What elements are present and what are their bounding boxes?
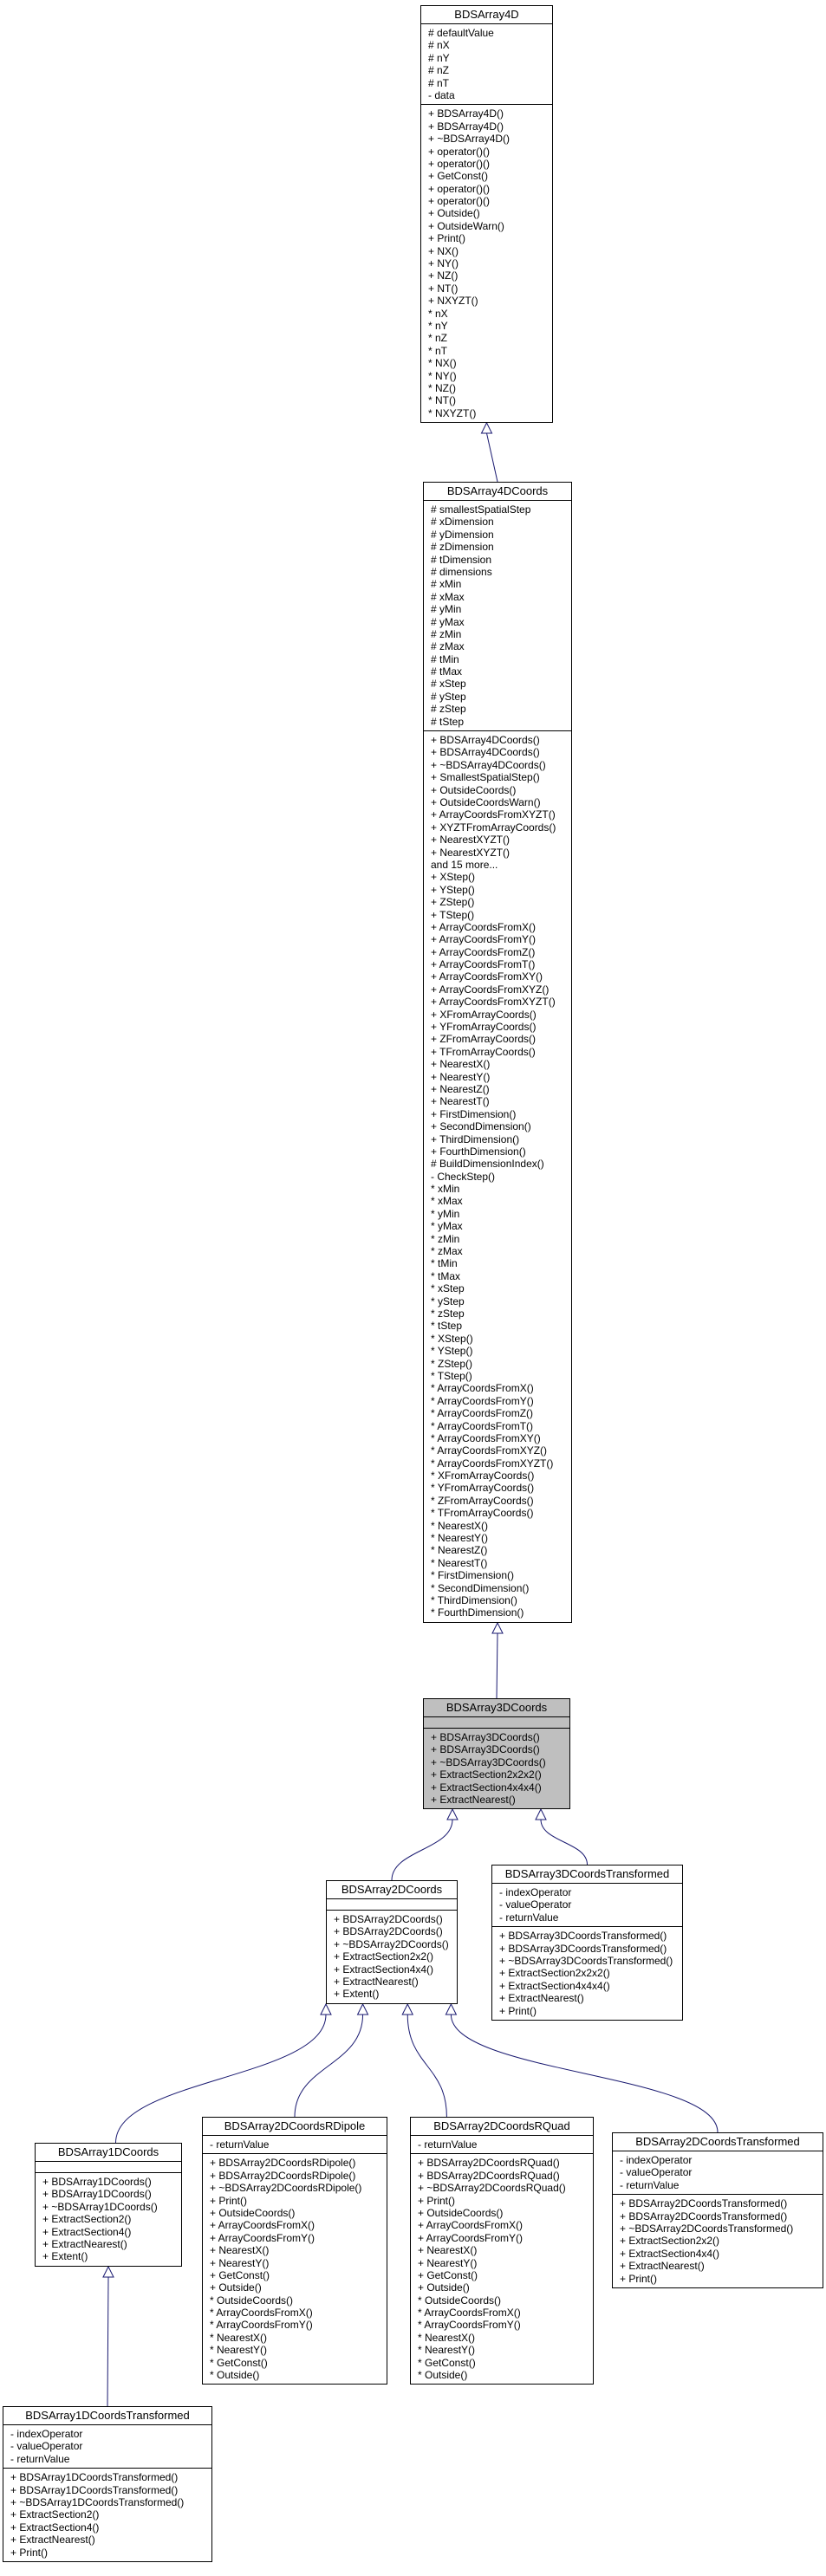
class-attribute[interactable]: # yStep [431, 690, 466, 703]
class-operation[interactable]: + ArrayCoordsFromT() [431, 958, 536, 971]
class-operation[interactable]: * ThirdDimension() [431, 1593, 517, 1606]
class-operation[interactable]: * ArrayCoordsFromZ() [431, 1407, 534, 1420]
inheritance-edge [487, 433, 498, 482]
class-bdsarray2dcoordsrquad[interactable] [410, 2117, 594, 2385]
class-operation[interactable]: + ArrayCoordsFromY() [210, 2231, 315, 2244]
class-operation[interactable]: and 15 more... [431, 858, 498, 871]
class-operation[interactable]: + FourthDimension() [431, 1145, 526, 1158]
class-operation[interactable]: + NZ() [428, 269, 459, 282]
class-title: BDSArray1DCoords [36, 2144, 181, 2162]
class-operation[interactable]: * NearestX() [431, 1519, 489, 1532]
class-attribute[interactable]: - valueOperator [620, 2166, 693, 2179]
class-operation[interactable]: * NearestZ() [431, 1544, 488, 1557]
class-operation[interactable]: * SecondDimension() [431, 1581, 530, 1594]
class-operation[interactable]: + BDSArray1DCoords() [42, 2176, 152, 2188]
inheritance-edge [107, 2277, 108, 2406]
class-operation[interactable]: * GetConst() [418, 2356, 476, 2369]
class-operation[interactable]: + ArrayCoordsFromXYZ() [431, 983, 550, 996]
class-attribute[interactable]: - indexOperator [10, 2428, 83, 2440]
class-operation[interactable]: + ExtractNearest() [499, 1992, 584, 2005]
class-operation[interactable]: + ArrayCoordsFromX() [210, 2219, 315, 2232]
inheritance-arrowhead [103, 2267, 114, 2277]
class-operation[interactable]: + ~BDSArray4D() [428, 133, 511, 146]
class-operation[interactable]: + ~BDSArray1DCoordsTransformed() [10, 2495, 185, 2508]
class-operation[interactable]: * yMin [431, 1207, 460, 1220]
attributes-section [203, 2136, 387, 2154]
class-operation[interactable]: + NXYZT() [428, 295, 478, 308]
inheritance-edge [295, 2015, 363, 2117]
class-operation[interactable]: * ArrayCoordsFromT() [431, 1419, 534, 1432]
class-operation[interactable]: + OutsideWarn() [428, 219, 504, 232]
class-operation[interactable]: + ExtractSection4x4() [334, 1963, 434, 1976]
class-operation[interactable]: - CheckStep() [431, 1170, 496, 1183]
class-operation[interactable]: + ~BDSArray4DCoords() [431, 758, 546, 771]
class-operation[interactable]: + SmallestSpatialStep() [431, 771, 540, 784]
class-operation[interactable]: + Outside() [418, 2281, 470, 2294]
class-operation[interactable]: + ExtractNearest() [42, 2237, 127, 2250]
class-attribute[interactable]: # zMax [431, 640, 465, 653]
class-operation[interactable]: + Print() [499, 2004, 537, 2017]
class-operation[interactable]: * ArrayCoordsFromY() [418, 2319, 521, 2332]
inheritance-arrowhead [536, 1809, 546, 1820]
class-operation[interactable]: + Print() [428, 232, 466, 245]
inheritance-edge [497, 1633, 498, 1698]
class-operation[interactable]: * NT() [428, 394, 456, 407]
class-operation[interactable]: * nX [428, 307, 448, 320]
class-operation[interactable]: + Print() [210, 2194, 248, 2207]
class-attribute[interactable]: # xStep [431, 678, 466, 691]
class-operation[interactable]: + Extent() [42, 2250, 88, 2263]
class-operation[interactable]: + YFromArrayCoords() [431, 1021, 537, 1034]
class-operation[interactable]: + ArrayCoordsFromX() [418, 2219, 524, 2232]
class-operation[interactable]: + NearestX() [431, 1058, 491, 1071]
inheritance-edge [392, 1820, 452, 1880]
class-operation[interactable]: * ArrayCoordsFromX() [418, 2307, 521, 2320]
class-operation[interactable]: + TFromArrayCoords() [431, 1045, 536, 1058]
class-title: BDSArray1DCoordsTransformed [3, 2407, 211, 2425]
class-operation[interactable]: + OutsideCoords() [210, 2206, 296, 2219]
class-bdsarray2dcoordsrdipole[interactable] [202, 2117, 387, 2385]
class-attribute[interactable]: - indexOperator [499, 1886, 572, 1898]
inheritance-arrowhead [446, 2004, 456, 2015]
class-bdsarray4d[interactable] [420, 5, 553, 423]
class-operation[interactable]: + YStep() [431, 883, 475, 896]
class-operation[interactable]: + NY() [428, 257, 459, 270]
class-operation[interactable]: + BDSArray3DCoordsTransformed() [499, 1930, 667, 1943]
operations-section [411, 2154, 593, 2384]
class-operation[interactable]: + BDSArray3DCoords() [431, 1731, 540, 1743]
class-operation[interactable]: + BDSArray2DCoordsRDipole() [210, 2157, 356, 2170]
inheritance-arrowhead [492, 1623, 503, 1633]
class-operation[interactable]: + OutsideCoordsWarn() [431, 795, 541, 808]
class-operation[interactable]: + BDSArray2DCoordsRQuad() [418, 2169, 560, 2182]
class-attribute[interactable]: - returnValue [10, 2452, 70, 2465]
class-operation[interactable]: + NearestXYZT() [431, 834, 511, 847]
class-attribute[interactable]: - returnValue [210, 2138, 270, 2151]
class-attribute[interactable]: # tDimension [431, 553, 492, 566]
class-attribute[interactable]: # xMin [431, 578, 462, 591]
class-operation[interactable]: * nZ [428, 332, 448, 345]
class-operation[interactable]: + ExtractSection4x4() [620, 2247, 720, 2260]
inheritance-arrowhead [482, 423, 492, 433]
class-operation[interactable]: + ExtractSection2() [10, 2508, 100, 2521]
class-attribute[interactable]: # nZ [428, 64, 450, 77]
class-attribute[interactable]: # xMax [431, 590, 465, 603]
class-operation[interactable]: + BDSArray1DCoords() [42, 2188, 152, 2201]
class-operation[interactable]: * ArrayCoordsFromY() [431, 1394, 534, 1407]
operations-section [3, 2469, 211, 2561]
class-attribute[interactable]: # defaultValue [428, 27, 494, 39]
class-attribute[interactable]: # tMin [431, 652, 459, 665]
class-operation[interactable]: * NearestY() [210, 2344, 268, 2357]
class-operation[interactable]: * yMax [431, 1220, 463, 1233]
class-title: BDSArray3DCoords [424, 1699, 569, 1717]
class-operation[interactable]: # BuildDimensionIndex() [431, 1158, 544, 1171]
class-operation[interactable]: + ExtractSection2() [42, 2213, 132, 2226]
class-operation[interactable]: + operator()() [428, 195, 491, 208]
class-operation[interactable]: + NearestY() [418, 2256, 478, 2269]
class-operation[interactable]: + ExtractSection2x2x2() [431, 1768, 542, 1781]
class-operation[interactable]: + ArrayCoordsFromXYZT() [431, 808, 556, 821]
inheritance-arrowhead [321, 2004, 331, 2015]
class-attribute[interactable]: # zStep [431, 703, 466, 716]
class-operation[interactable]: * nT [428, 344, 448, 357]
class-operation[interactable]: + ExtractNearest() [431, 1793, 516, 1806]
class-attribute[interactable]: # nT [428, 76, 450, 89]
class-operation[interactable]: + ~BDSArray3DCoordsTransformed() [499, 1954, 673, 1967]
attributes-section [492, 1884, 682, 1927]
class-operation[interactable]: + NearestZ() [431, 1082, 490, 1095]
class-title: BDSArray4DCoords [424, 483, 571, 501]
class-operation[interactable]: + GetConst() [418, 2268, 478, 2281]
inheritance-arrowhead [447, 1809, 458, 1820]
class-title: BDSArray4D [421, 6, 552, 24]
class-operation[interactable]: + SecondDimension() [431, 1120, 531, 1133]
class-operation[interactable]: * tMax [431, 1269, 461, 1282]
class-operation[interactable]: + BDSArray2DCoordsRQuad() [418, 2157, 560, 2170]
class-operation[interactable]: + ExtractNearest() [620, 2260, 705, 2273]
class-operation[interactable]: + ~BDSArray2DCoords() [334, 1937, 449, 1950]
class-operation[interactable]: + BDSArray2DCoords() [334, 1925, 443, 1938]
class-bdsarray2dcoordstransformed[interactable] [612, 2132, 823, 2288]
class-attribute[interactable]: # zMin [431, 627, 462, 640]
class-operation[interactable]: * OutsideCoords() [418, 2294, 502, 2307]
class-operation[interactable]: + ExtractSection4x4x4() [499, 1979, 610, 1992]
class-operation[interactable]: * NearestT() [431, 1556, 488, 1569]
class-operation[interactable]: + ~BDSArray1DCoords() [42, 2200, 158, 2213]
class-operation[interactable]: * NX() [428, 357, 457, 370]
inheritance-arrowhead [402, 2004, 413, 2015]
attributes-section [411, 2136, 593, 2154]
class-operation[interactable]: + Print() [620, 2272, 658, 2285]
class-operation[interactable]: + XYZTFromArrayCoords() [431, 821, 556, 834]
class-operation[interactable]: + ArrayCoordsFromXY() [431, 970, 543, 983]
operations-section [613, 2195, 823, 2287]
class-operation[interactable]: * ArrayCoordsFromX() [431, 1382, 534, 1395]
class-attribute[interactable]: - returnValue [499, 1911, 559, 1924]
class-operation[interactable]: + ~BDSArray3DCoords() [431, 1755, 546, 1768]
operations-section [424, 1729, 569, 1808]
class-operation[interactable]: + ExtractSection4() [42, 2225, 132, 2238]
class-attribute[interactable]: - returnValue [620, 2178, 680, 2191]
class-attribute[interactable]: # zDimension [431, 541, 494, 554]
class-operation[interactable]: + Print() [10, 2546, 49, 2559]
class-operation[interactable]: + NT() [428, 282, 459, 295]
class-operation[interactable]: * zMin [431, 1232, 460, 1245]
class-title: BDSArray2DCoords [327, 1881, 457, 1899]
class-operation[interactable]: * ArrayCoordsFromY() [210, 2319, 313, 2332]
class-operation[interactable]: * NZ() [428, 381, 456, 394]
class-operation[interactable]: * XStep() [431, 1332, 473, 1345]
class-operation[interactable]: * xMax [431, 1195, 463, 1208]
class-operation[interactable]: + NearestXYZT() [431, 846, 511, 859]
class-operation[interactable]: + NearestX() [418, 2244, 478, 2257]
class-operation[interactable]: + ArrayCoordsFromY() [431, 933, 537, 946]
class-operation[interactable]: + NearestT() [431, 1095, 490, 1108]
class-operation[interactable]: + ExtractNearest() [10, 2534, 95, 2547]
class-operation[interactable]: + BDSArray4D() [428, 120, 504, 133]
attributes-section [327, 1899, 457, 1911]
class-operation[interactable]: * FourthDimension() [431, 1606, 524, 1619]
class-operation[interactable]: * xStep [431, 1282, 465, 1295]
class-operation[interactable]: + ArrayCoordsFromY() [418, 2231, 524, 2244]
class-operation[interactable]: * NearestY() [418, 2344, 476, 2357]
class-bdsarray3dcoords[interactable] [423, 1698, 570, 1809]
class-title: BDSArray3DCoordsTransformed [492, 1865, 682, 1884]
class-operation[interactable]: * FirstDimension() [431, 1569, 515, 1582]
class-operation[interactable]: * TStep() [431, 1369, 472, 1382]
class-operation[interactable]: + Print() [418, 2194, 456, 2207]
class-operation[interactable]: + BDSArray2DCoordsTransformed() [620, 2209, 788, 2222]
operations-section [327, 1911, 457, 2003]
class-operation[interactable]: + ExtractSection4x4x4() [431, 1781, 542, 1794]
class-operation[interactable]: + NX() [428, 244, 459, 257]
class-operation[interactable]: + BDSArray2DCoords() [334, 1913, 443, 1925]
class-title: BDSArray2DCoordsTransformed [613, 2133, 823, 2151]
class-operation[interactable]: + ThirdDimension() [431, 1132, 520, 1145]
class-operation[interactable]: + BDSArray2DCoordsRDipole() [210, 2169, 356, 2182]
class-operation[interactable]: + NearestY() [431, 1070, 491, 1083]
class-title: BDSArray2DCoordsRQuad [411, 2118, 593, 2136]
class-operation[interactable]: + BDSArray3DCoords() [431, 1743, 540, 1756]
operations-section [492, 1927, 682, 2020]
operations-section [421, 105, 552, 422]
class-operation[interactable]: + ExtractSection4() [10, 2521, 100, 2534]
class-operation[interactable]: * ArrayCoordsFromX() [210, 2307, 313, 2320]
class-operation[interactable]: + ZStep() [431, 896, 475, 909]
class-operation[interactable]: + ExtractSection2x2() [620, 2235, 720, 2248]
class-operation[interactable]: + OutsideCoords() [418, 2206, 504, 2219]
class-attribute[interactable]: # tStep [431, 715, 465, 728]
class-operation[interactable]: + Outside() [428, 207, 480, 220]
class-attribute[interactable]: # xDimension [431, 516, 494, 529]
class-operation[interactable]: + NearestY() [210, 2256, 270, 2269]
class-operation[interactable]: * XFromArrayCoords() [431, 1470, 535, 1483]
class-operation[interactable]: * OutsideCoords() [210, 2294, 294, 2307]
class-operation[interactable]: * zStep [431, 1307, 465, 1320]
class-operation[interactable]: + BDSArray2DCoordsTransformed() [620, 2197, 788, 2210]
class-attribute[interactable]: - indexOperator [620, 2154, 693, 2166]
class-attribute[interactable]: # tMax [431, 665, 463, 678]
operations-section [203, 2154, 387, 2384]
class-operation[interactable]: * GetConst() [210, 2356, 268, 2369]
operations-section [36, 2173, 181, 2266]
class-operation[interactable]: + ArrayCoordsFromX() [431, 920, 537, 933]
class-attribute[interactable]: # yMin [431, 603, 462, 616]
class-attribute[interactable]: # dimensions [431, 565, 492, 578]
attributes-section [36, 2162, 181, 2173]
class-attribute[interactable]: # yDimension [431, 528, 494, 541]
class-operation[interactable]: + GetConst() [210, 2268, 270, 2281]
class-operation[interactable]: * tStep [431, 1320, 463, 1333]
class-attribute[interactable]: # yMax [431, 615, 465, 628]
attributes-section [3, 2425, 211, 2469]
class-operation[interactable]: + ~BDSArray2DCoordsRDipole() [210, 2182, 362, 2195]
attributes-section [424, 1717, 569, 1729]
class-operation[interactable]: + operator()() [428, 157, 491, 170]
class-attribute[interactable]: # nY [428, 51, 450, 64]
attributes-section [424, 501, 571, 731]
attributes-section [421, 24, 552, 105]
class-operation[interactable]: * zMax [431, 1245, 463, 1258]
class-operation[interactable]: * yStep [431, 1294, 465, 1307]
class-operation[interactable]: + ExtractNearest() [334, 1975, 419, 1988]
class-bdsarray3dcoordstransformed[interactable] [491, 1865, 683, 2021]
class-operation[interactable]: + OutsideCoords() [431, 783, 517, 796]
class-operation[interactable]: + ArrayCoordsFromZ() [431, 945, 536, 958]
inheritance-edge [451, 2015, 718, 2132]
class-operation[interactable]: + BDSArray3DCoordsTransformed() [499, 1942, 667, 1955]
class-operation[interactable]: * xMin [431, 1183, 460, 1196]
class-operation[interactable]: + BDSArray4DCoords() [431, 734, 540, 747]
class-operation[interactable]: + ExtractSection2x2x2() [499, 1967, 610, 1980]
class-operation[interactable]: * NearestX() [210, 2331, 268, 2344]
class-attribute[interactable]: # smallestSpatialStep [431, 503, 531, 516]
class-operation[interactable]: * NearestX() [418, 2331, 476, 2344]
class-operation[interactable]: + Outside() [210, 2281, 262, 2294]
class-operation[interactable]: * nY [428, 319, 448, 332]
class-bdsarray1dcoords[interactable] [35, 2143, 182, 2267]
class-operation[interactable]: * ArrayCoordsFromXYZ() [431, 1444, 548, 1457]
class-bdsarray1dcoordstransformed[interactable] [3, 2406, 212, 2562]
inheritance-edge [541, 1820, 588, 1865]
class-operation[interactable]: * ZStep() [431, 1357, 473, 1370]
class-operation[interactable]: + BDSArray4D() [428, 107, 504, 120]
class-operation[interactable]: * Outside() [418, 2369, 468, 2382]
class-operation[interactable]: * ArrayCoordsFromXY() [431, 1431, 541, 1444]
class-operation[interactable]: + ArrayCoordsFromXYZT() [431, 996, 556, 1009]
class-operation[interactable]: + BDSArray4DCoords() [431, 746, 540, 759]
class-operation[interactable]: + GetConst() [428, 170, 489, 183]
class-bdsarray4dcoords[interactable] [423, 482, 572, 1623]
class-operation[interactable]: + ~BDSArray2DCoordsRQuad() [418, 2182, 566, 2195]
class-operation[interactable]: + BDSArray1DCoordsTransformed() [10, 2483, 179, 2496]
class-operation[interactable]: + ~BDSArray2DCoordsTransformed() [620, 2222, 794, 2235]
class-operation[interactable]: + NearestX() [210, 2244, 270, 2257]
inheritance-edge [407, 2015, 446, 2117]
class-operation[interactable]: * ZFromArrayCoords() [431, 1494, 534, 1507]
class-operation[interactable]: + ZFromArrayCoords() [431, 1033, 537, 1046]
class-attribute[interactable]: # nX [428, 39, 450, 52]
class-title: BDSArray2DCoordsRDipole [203, 2118, 387, 2136]
inheritance-arrowhead [358, 2004, 368, 2015]
class-attribute[interactable]: - data [428, 88, 455, 101]
class-operation[interactable]: + BDSArray1DCoordsTransformed() [10, 2471, 179, 2484]
class-operation[interactable]: + operator()() [428, 145, 491, 158]
class-operation[interactable]: + ExtractSection2x2() [334, 1950, 434, 1963]
operations-section [424, 731, 571, 1622]
class-operation[interactable]: * TFromArrayCoords() [431, 1507, 534, 1520]
class-operation[interactable]: * NearestY() [431, 1532, 489, 1545]
class-attribute[interactable]: - valueOperator [499, 1898, 572, 1911]
class-operation[interactable]: * NY() [428, 369, 457, 382]
attributes-section [613, 2151, 823, 2195]
class-bdsarray2dcoords[interactable] [326, 1880, 458, 2004]
class-operation[interactable]: * Outside() [210, 2369, 260, 2382]
class-operation[interactable]: + Extent() [334, 1988, 380, 2001]
class-operation[interactable]: + operator()() [428, 182, 491, 195]
class-operation[interactable]: + FirstDimension() [431, 1107, 517, 1120]
class-attribute[interactable]: - valueOperator [10, 2440, 83, 2453]
class-operation[interactable]: * YFromArrayCoords() [431, 1482, 535, 1495]
class-operation[interactable]: + XStep() [431, 871, 476, 884]
class-operation[interactable]: + XFromArrayCoords() [431, 1008, 537, 1021]
class-operation[interactable]: * YStep() [431, 1345, 473, 1358]
class-operation[interactable]: + TStep() [431, 908, 475, 921]
class-operation[interactable]: * ArrayCoordsFromXYZT() [431, 1457, 554, 1470]
class-attribute[interactable]: - returnValue [418, 2138, 478, 2151]
class-operation[interactable]: * tMin [431, 1257, 458, 1270]
class-operation[interactable]: * NXYZT() [428, 406, 477, 419]
